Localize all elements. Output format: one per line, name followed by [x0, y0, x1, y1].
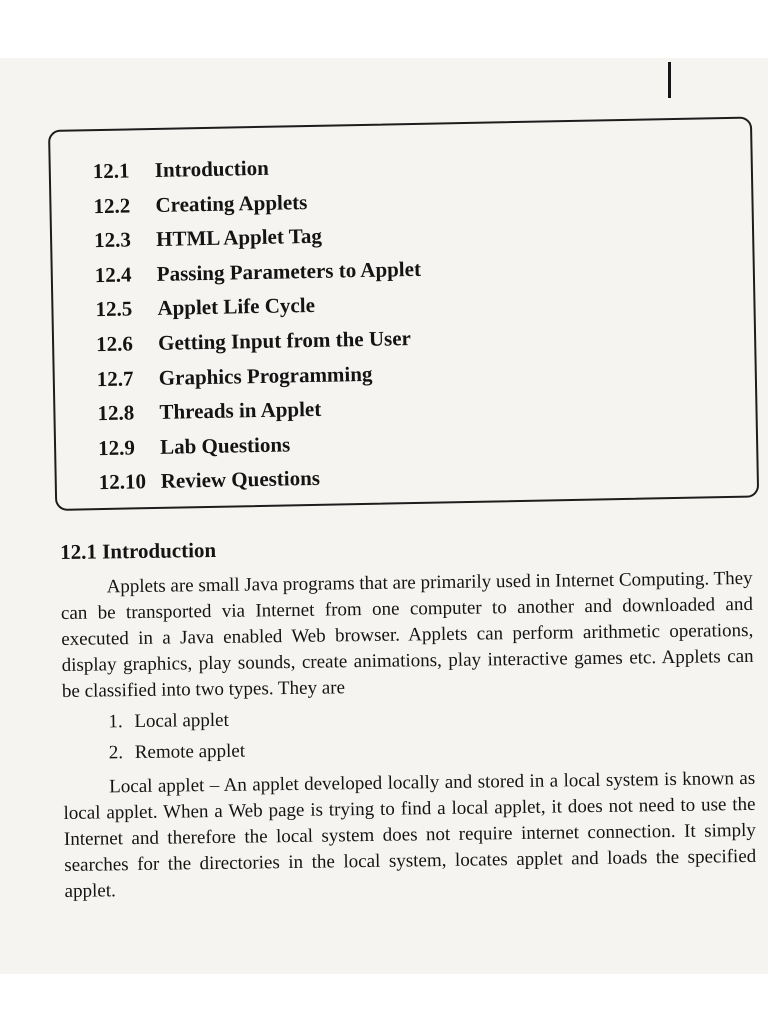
- contents-item-number: 12.9: [97, 435, 136, 460]
- section-body: [60, 531, 757, 905]
- contents-item-number: 12.3: [93, 227, 132, 253]
- contents-item-title: HTML Applet Tag: [155, 223, 323, 252]
- contents-item-number: 12.6: [95, 331, 134, 357]
- chapter-contents-box: [48, 116, 759, 510]
- contents-item-number: 12.5: [95, 296, 133, 322]
- contents-item-number: 12.10: [98, 469, 147, 495]
- applet-types-list: [108, 698, 755, 768]
- list-item-number: 1.: [108, 711, 123, 733]
- contents-item-title: Getting Input from the User: [157, 326, 412, 355]
- page-edge-mark: [668, 62, 671, 98]
- contents-item-title: Applet Life Cycle: [157, 293, 316, 321]
- contents-item-title: Review Questions: [160, 466, 321, 494]
- list-item-label: Remote applet: [134, 740, 246, 764]
- list-item-label: Local applet: [134, 709, 229, 733]
- section-heading: 12.1 Introduction: [60, 537, 217, 564]
- contents-item-title: Lab Questions: [159, 432, 291, 459]
- list-item-number: 2.: [108, 742, 124, 764]
- contents-item: [99, 464, 426, 505]
- contents-item-title: Introduction: [154, 155, 269, 182]
- contents-item-number: 12.1: [92, 158, 130, 184]
- contents-item-number: 12.2: [93, 193, 131, 218]
- contents-item-title: Creating Applets: [155, 189, 308, 217]
- contents-item-title: Graphics Programming: [158, 361, 373, 390]
- contents-item-number: 12.4: [94, 262, 132, 287]
- contents-item-number: 12.7: [96, 365, 134, 391]
- local-applet-paragraph: Local applet – An applet developed locally and stored in a local system is known as local applet. When a Web page is trying to find a local applet, it does not need to use the Internet and therefore the local system does not require internet connection. It simply searches for the directories in the local system, locates applet and loads the specified applet.: [63, 767, 757, 902]
- contents-item-title: Threads in Applet: [159, 396, 322, 425]
- contents-item-title: Passing Parameters to Applet: [156, 256, 422, 286]
- chapter-contents-list: [93, 153, 426, 505]
- intro-paragraph: Applets are small Java programs that are primarily used in Internet Computing. They can be transported via Internet from one computer to another and downloaded and executed in a Java enabled Web browser. Applets can perform arithmetic operations, display graphics, play sounds, create animations, play interactive games etc. Applets can be classified into two types. They are: [60, 567, 754, 702]
- contents-item-number: 12.8: [97, 400, 135, 426]
